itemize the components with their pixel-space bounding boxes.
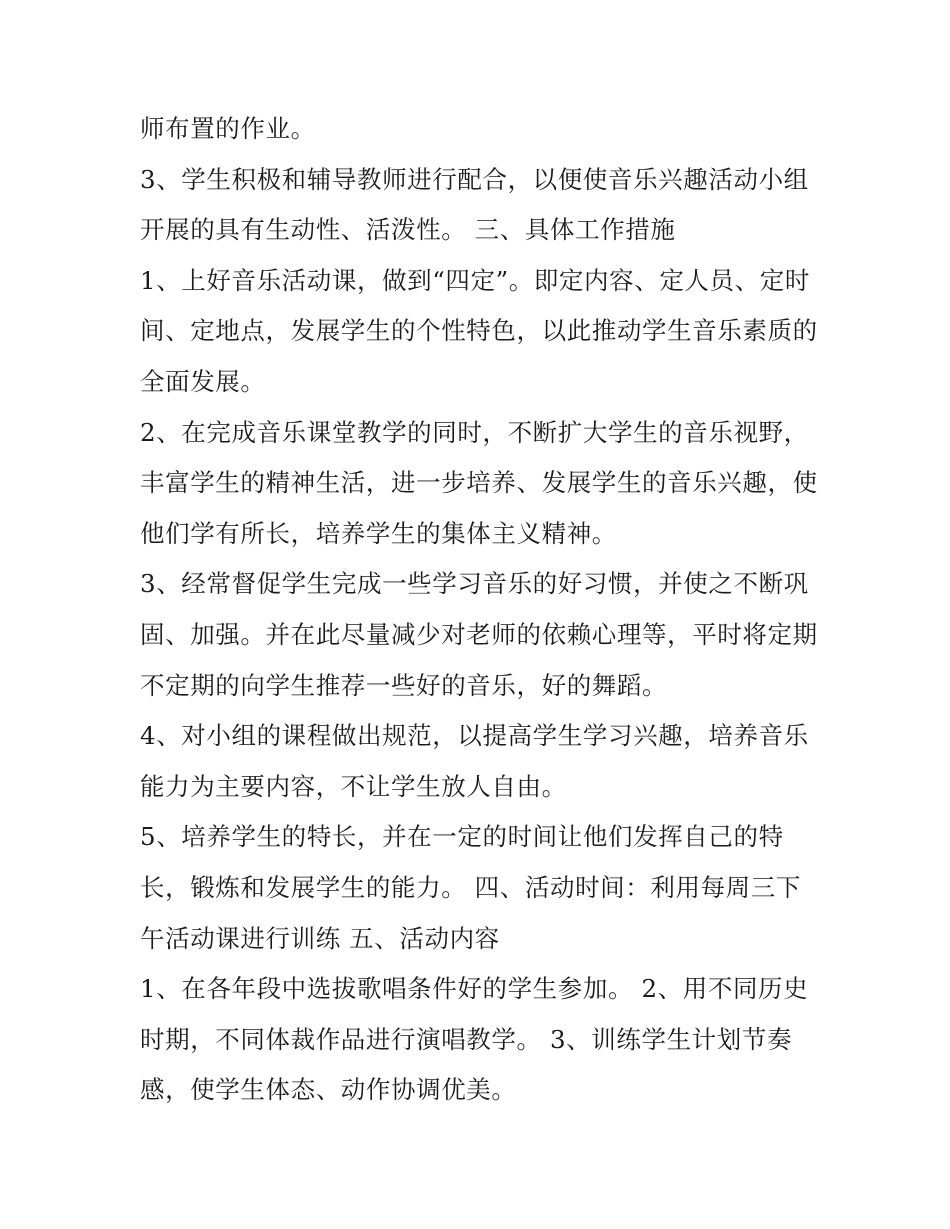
text-line: 时期，不同体裁作品进行演唱教学。 3、训练学生计划节奏	[140, 1024, 793, 1054]
text-line: 5、培养学生的特长，并在一定的时间让他们发挥自己的特	[140, 822, 784, 852]
text-line: 全面发展。	[140, 366, 266, 396]
text-line: 1、上好音乐活动课，做到“四定”。即定内容、定人员、定时	[140, 265, 810, 295]
text-line: 午活动课进行训练 五、活动内容	[140, 923, 500, 953]
text-line: 长，锻炼和发展学生的能力。 四、活动时间：利用每周三下	[140, 872, 801, 902]
text-line: 4、对小组的课程做出规范，以提高学生学习兴趣，培养音乐	[140, 721, 809, 751]
text-line: 师布置的作业。	[140, 114, 316, 143]
text-line: 3、经常督促学生完成一些学习音乐的好习惯，并使之不断巩	[140, 569, 809, 599]
text-line: 固、加强。并在此尽量减少对老师的依赖心理等，平时将定期	[140, 619, 818, 649]
text-line: 能力为主要内容，不让学生放人自由。	[140, 771, 567, 801]
document-body	[140, 104, 820, 1116]
text-line: 感，使学生体态、动作协调优美。	[140, 1075, 517, 1105]
text-line: 开展的具有生动性、活泼性。 三、具体工作措施	[140, 215, 676, 245]
text-line: 2、在完成音乐课堂教学的同时，不断扩大学生的音乐视野，	[140, 417, 809, 447]
text-line: 不定期的向学生推荐一些好的音乐，好的舞蹈。	[140, 670, 668, 700]
text-line: 3、学生积极和辅导教师进行配合，以便使音乐兴趣活动小组	[140, 164, 809, 194]
text-line: 1、在各年段中选拔歌唱条件好的学生参加。 2、用不同历史	[140, 974, 809, 1004]
text-line: 间、定地点，发展学生的个性特色，以此推动学生音乐素质的	[140, 316, 818, 346]
text-line: 丰富学生的精神生活，进一步培养、发展学生的音乐兴趣，使	[140, 468, 818, 498]
text-line: 他们学有所长，培养学生的集体主义精神。	[140, 518, 617, 548]
